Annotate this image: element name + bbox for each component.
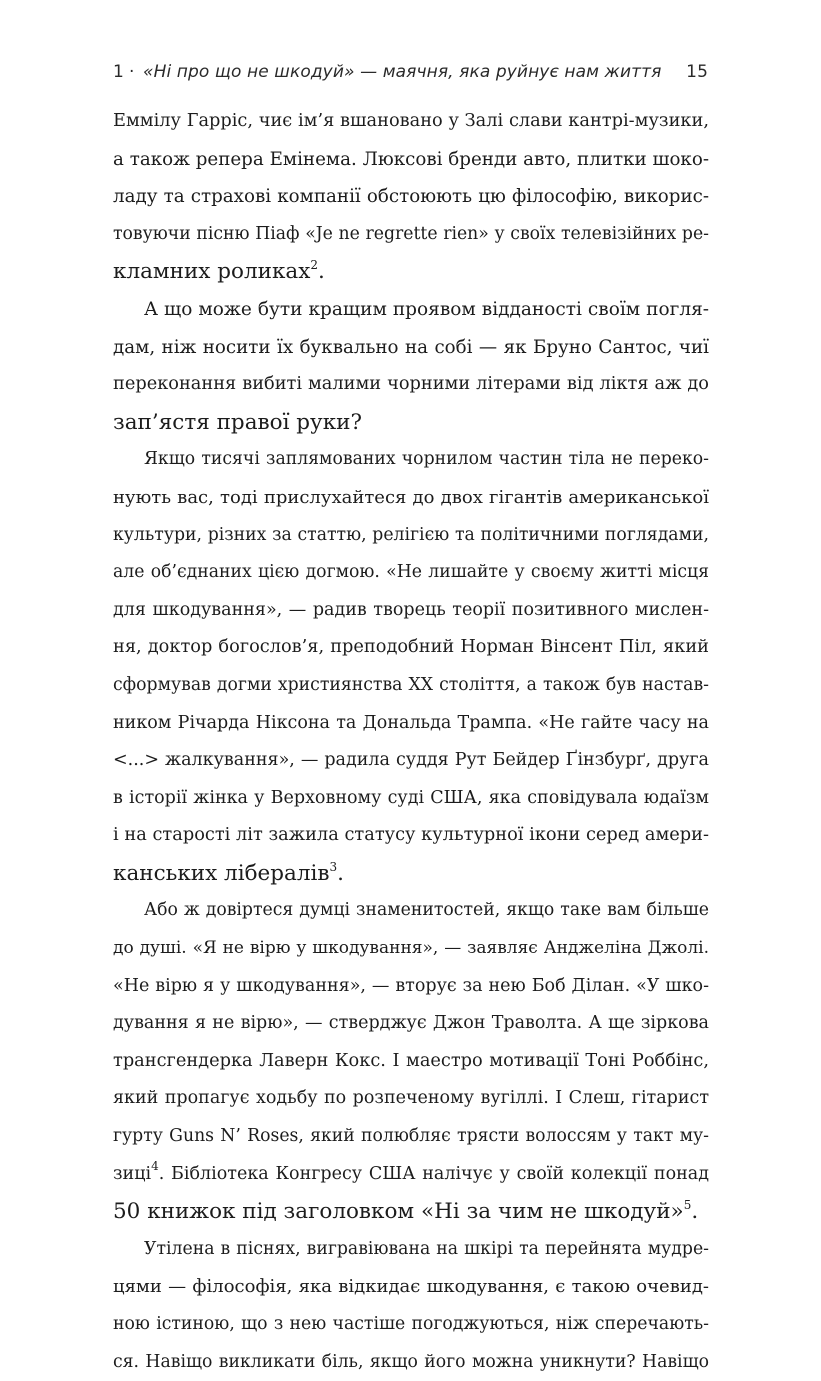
text-fragment: . [317,259,325,285]
text-line: дування я не вірю», — стверджує Джон Траволта. А ще зіркова [113,1013,709,1034]
text-fragment: зиці [113,1163,152,1184]
paragraph-2 [113,291,709,441]
text-line: ня, доктор богослов’я, преподобний Норман Вінсент Піл, який [113,637,709,658]
text-line: цями — філософія, яка відкидає шкодування, є такою очевид- [113,1276,709,1298]
paragraph-4 [113,892,709,1230]
text-line: «Не вірю я у шкодування», — вторує за нею Боб Ділан. «У шко- [113,975,709,996]
text-line: ладу та страхові компанії обстоюють цю філософію, викорис- [113,186,709,208]
footnote-ref: 3 [329,859,338,874]
text-line: ся. Навіщо викликати біль, якщо його можна уникнути? Навіщо [113,1351,709,1372]
text-line: переконання вибиті малими чорними літерами від ліктя аж до [113,374,709,395]
paragraph-3 [113,441,709,892]
footnote-ref: 5 [683,1198,692,1213]
text-line [113,253,709,291]
text-fragment: . [337,860,344,886]
text-line: А що може бути кращим проявом відданості своїм погля- [144,298,709,320]
text-line: Або ж довіртеся думці знаменитостей, якщо таке вам більше [144,900,709,921]
text-fragment: . Бібліотека Конгресу США налічує у своїй колекції понад [158,1163,709,1184]
text-line [113,855,709,893]
text-line: який пропагує ходьбу по розпеченому вугіллі. І Слеш, гітарист [113,1088,709,1109]
paragraph-5 [113,1231,709,1381]
header-separator: · [129,62,135,82]
text-line: дам, ніж носити їх буквально на собі — як Бруно Сантос, чиї [113,336,709,358]
chapter-number: 1 [113,62,124,82]
text-fragment: кламних роликах [113,259,311,285]
text-line [113,1156,709,1194]
page-number: 15 [686,62,708,82]
text-line: ником Річарда Ніксона та Дональда Трампа. «Не гайте часу на [113,712,709,733]
text-line: нують вас, тоді прислухайтеся до двох гігантів американської [113,486,709,508]
text-line: культури, різних за статтю, релігією та політичними поглядами, [113,524,709,545]
text-line: а також репера Емінема. Люксові бренди авто, плитки шоко- [113,148,709,170]
text-line: але об’єднаних цією догмою. «Не лишайте у своєму житті місця [113,562,709,583]
text-line: Якщо тисячі заплямованих чорнилом частин тіла не переко- [144,449,709,470]
footnote-ref: 2 [310,258,318,273]
footnote-ref: 4 [151,1158,159,1173]
text-line: товуючи пісню Піаф «Je ne regrette rien» у своїх телевізійних ре- [113,223,709,244]
text-line: в історії жінка у Верховному суді США, яка сповідувала юдаїзм [113,787,709,808]
text-line [113,1193,709,1231]
paragraph-1 [113,103,709,291]
text-fragment: . [691,1199,699,1225]
text-line: Еммілу Гарріс, чиє ім’я вшановано у Залі слави кантрі-музики, [113,111,709,131]
text-line: для шкодування», — радив творець теорії позитивного мислен- [113,599,709,620]
text-line: до душі. «Я не вірю у шкодування», — заявляє Анджеліна Джолі. [113,938,709,959]
text-line: <...> жалкування», — радила суддя Рут Бейдер Ґінзбурґ, друга [113,750,709,771]
text-line: трансгендерка Лаверн Кокс. І маестро мотивації Тоні Роббінс, [113,1050,709,1071]
text-line: Утілена в піснях, вигравіювана на шкірі та перейнята мудре- [144,1238,709,1259]
text-fragment: канських лібералів [113,860,330,886]
text-line: ною істиною, що з нею частіше погоджуються, ніж сперечають- [113,1314,709,1334]
running-header [113,62,708,86]
chapter-title: «Ні про що не шкодуй» — маячня, яка руйнує нам життя [143,62,662,82]
text-fragment: 50 книжок під заголовком «Ні за чим не шкодуй» [113,1199,684,1225]
text-line: гурту Guns N’ Roses, який полюбляє трясти волоссям у такт му- [113,1126,709,1147]
body-text [113,103,709,1381]
text-line: сформував догми християнства XX століття, а також був настав- [113,674,709,695]
text-line: і на старості літ зажила статусу культурної ікони серед амери- [113,825,709,846]
text-line: зап’ястя правої руки? [113,409,362,435]
